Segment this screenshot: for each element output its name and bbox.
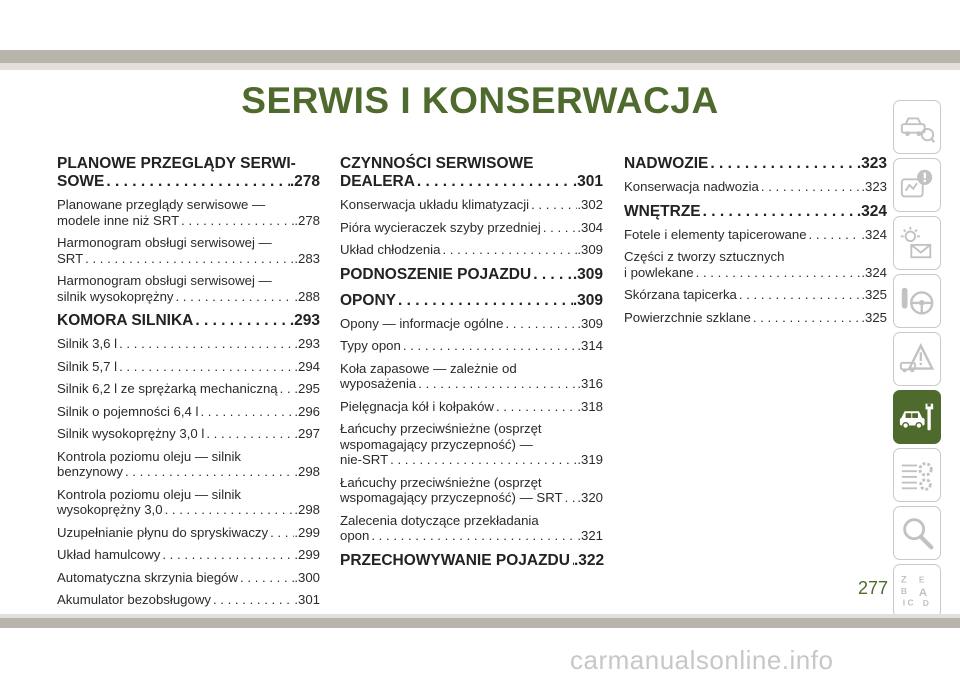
toc-heading[interactable] bbox=[624, 155, 887, 173]
toc-title: Konserwacja układu klimatyzacji bbox=[340, 197, 530, 212]
toc-title: Silnik 6,2 l ze sprężarką mechaniczną bbox=[57, 381, 278, 396]
page-ref: .283 bbox=[294, 250, 320, 266]
leader-dots bbox=[123, 464, 294, 480]
page-ref: .309 bbox=[572, 265, 603, 283]
page-ref: .298 bbox=[294, 502, 320, 517]
leader-dots bbox=[737, 287, 861, 303]
leader-dots bbox=[415, 173, 573, 191]
toc-entry[interactable] bbox=[57, 426, 320, 442]
toc-row bbox=[340, 452, 603, 468]
top-band-light bbox=[0, 63, 960, 70]
toc-row bbox=[340, 399, 603, 415]
toc-title: Silnik o pojemności 6,4 l bbox=[57, 403, 199, 419]
toc-row bbox=[624, 287, 887, 303]
toc-title: Silnik wysokoprężny 3,0 l bbox=[57, 426, 205, 441]
toc-row bbox=[624, 227, 887, 243]
toc-title: wspomagający przyczepność) — SRT bbox=[340, 490, 563, 505]
toc-title: opon bbox=[340, 528, 370, 543]
toc-row bbox=[340, 376, 603, 392]
toc-heading[interactable] bbox=[57, 312, 320, 330]
page-ref: .299 bbox=[294, 524, 320, 540]
page-ref: .301 bbox=[294, 592, 320, 607]
page-number: 277 bbox=[858, 578, 889, 598]
toc-title: DEALERA bbox=[340, 173, 415, 190]
page-ref: .295 bbox=[294, 381, 320, 396]
toc-row bbox=[57, 502, 320, 518]
tab-airbag[interactable] bbox=[893, 216, 941, 270]
page-ref: .314 bbox=[577, 338, 603, 353]
toc-heading[interactable] bbox=[57, 155, 320, 191]
toc-entry[interactable] bbox=[340, 220, 603, 236]
toc-text-line: Łańcuchy przeciwśnieżne (osprzęt bbox=[340, 421, 542, 436]
toc-title: benzynowy bbox=[57, 464, 123, 479]
chapter-tabs bbox=[893, 100, 941, 622]
page-ref: .322 bbox=[573, 551, 605, 569]
toc-entry[interactable] bbox=[57, 547, 320, 563]
toc-title: KOMORA SILNIKA bbox=[57, 312, 194, 329]
leader-dots bbox=[759, 179, 861, 195]
toc-title: silnik wysokoprężny bbox=[57, 288, 174, 304]
toc-row bbox=[624, 203, 887, 221]
leader-dots bbox=[163, 502, 295, 518]
toc-title: Pielęgnacja kół i kołpaków bbox=[340, 398, 494, 414]
toc-row bbox=[340, 197, 603, 213]
toc-entry[interactable] bbox=[57, 381, 320, 397]
toc-row bbox=[57, 426, 320, 442]
leader-dots bbox=[396, 292, 573, 310]
page-ref: .297 bbox=[294, 426, 320, 441]
leader-dots bbox=[701, 203, 857, 221]
toc-row bbox=[57, 570, 320, 586]
top-band bbox=[0, 50, 960, 63]
toc-heading[interactable] bbox=[340, 266, 603, 284]
toc-title: wysokoprężny 3,0 bbox=[57, 502, 163, 517]
toc-entry[interactable] bbox=[624, 249, 887, 280]
toc-column-1 bbox=[57, 155, 320, 615]
toc-entry[interactable] bbox=[340, 338, 603, 354]
leader-dots bbox=[494, 399, 577, 415]
search-icon bbox=[898, 514, 936, 552]
bottom-band bbox=[0, 618, 960, 628]
watermark: carmanualsonline.info bbox=[570, 645, 834, 675]
toc-row bbox=[340, 220, 603, 236]
leader-dots bbox=[531, 266, 573, 284]
page-ref: .318 bbox=[577, 398, 603, 414]
page-ref: .278 bbox=[294, 212, 320, 228]
toc-entry[interactable] bbox=[57, 449, 320, 480]
page-ref: .298 bbox=[294, 464, 320, 479]
toc-entry[interactable] bbox=[57, 235, 320, 266]
toc-title: PRZECHOWYWANIE POJAZDU bbox=[340, 551, 570, 569]
leader-dots bbox=[174, 289, 295, 305]
toc-entry[interactable] bbox=[57, 359, 320, 375]
toc-text-line: Planowane przeglądy serwisowe — bbox=[57, 197, 266, 212]
svg-text:E: E bbox=[918, 574, 925, 585]
leader-dots bbox=[268, 525, 294, 541]
toc-column-3 bbox=[624, 155, 887, 332]
toc-row bbox=[340, 292, 603, 310]
toc-row bbox=[57, 336, 320, 352]
toc-title: Automatyczna skrzynia biegów bbox=[57, 569, 239, 585]
page-ref: .323 bbox=[856, 155, 887, 172]
toc-title: Konserwacja nadwozia bbox=[624, 179, 759, 194]
toc-row bbox=[57, 525, 320, 541]
leader-dots bbox=[104, 173, 289, 191]
toc-row bbox=[340, 528, 603, 544]
toc-entry[interactable] bbox=[624, 310, 887, 326]
toc-row bbox=[57, 289, 320, 305]
toc-row bbox=[624, 155, 887, 173]
toc-row bbox=[340, 266, 603, 284]
page-ref: .293 bbox=[289, 312, 320, 329]
toc-entry[interactable] bbox=[57, 336, 320, 352]
toc-row bbox=[57, 464, 320, 480]
toc-title: Układ chłodzenia bbox=[340, 242, 441, 257]
toc-title: WNĘTRZE bbox=[624, 202, 701, 220]
toc-entry[interactable] bbox=[624, 287, 887, 303]
toc-entry[interactable] bbox=[340, 475, 603, 506]
toc-row bbox=[57, 312, 320, 330]
leader-dots bbox=[416, 376, 577, 392]
toc-entry[interactable] bbox=[340, 513, 603, 544]
car-service-icon bbox=[898, 398, 936, 436]
toc-title: Skórzana tapicerka bbox=[624, 287, 737, 302]
toc-text-line: wspomagający przyczepność) — bbox=[340, 436, 533, 452]
warning-lights-icon bbox=[898, 166, 936, 204]
toc-row bbox=[57, 173, 320, 191]
toc-heading[interactable] bbox=[340, 155, 603, 191]
toc-entry[interactable] bbox=[57, 570, 320, 586]
tab-steering[interactable] bbox=[893, 274, 941, 328]
tab-search[interactable] bbox=[893, 506, 941, 560]
leader-dots bbox=[563, 490, 578, 506]
toc-text-line: Łańcuchy przeciwśnieżne (osprzęt bbox=[340, 474, 542, 490]
svg-text:Z: Z bbox=[900, 574, 907, 586]
page-ref: .324 bbox=[861, 226, 887, 242]
alphabet-index-icon bbox=[898, 572, 936, 610]
leader-dots bbox=[198, 404, 294, 420]
toc-row bbox=[57, 592, 320, 608]
steering-wheel-icon bbox=[898, 282, 936, 320]
page-ref: .302 bbox=[577, 197, 603, 212]
toc-title: SRT bbox=[57, 250, 84, 266]
page-ref: .324 bbox=[856, 202, 887, 220]
toc-row bbox=[57, 359, 320, 375]
page-ref: .319 bbox=[577, 452, 603, 467]
toc-title: Układ hamulcowy bbox=[57, 547, 161, 562]
toc-row bbox=[57, 213, 320, 229]
toc-entry[interactable] bbox=[624, 179, 887, 195]
toc-entry[interactable] bbox=[340, 197, 603, 213]
toc-title: Akumulator bezobsługowy bbox=[57, 592, 211, 607]
page-ref: .321 bbox=[577, 528, 603, 543]
toc-entry[interactable] bbox=[340, 399, 603, 415]
svg-text:I C: I C bbox=[902, 597, 914, 608]
page-ref: .299 bbox=[294, 547, 320, 562]
leader-dots bbox=[83, 251, 294, 267]
page-ref: .323 bbox=[861, 179, 887, 194]
toc-entry[interactable] bbox=[57, 487, 320, 518]
toc-title: NADWOZIE bbox=[624, 155, 709, 172]
page-title: SERWIS I KONSERWACJA bbox=[241, 80, 719, 121]
leader-dots bbox=[541, 220, 578, 236]
toc-text-line: Kontrola poziomu oleju — silnik bbox=[57, 448, 241, 464]
leader-dots bbox=[160, 547, 294, 563]
toc-row bbox=[57, 547, 320, 563]
tab-warning-lights[interactable] bbox=[893, 158, 941, 212]
page-ref: .296 bbox=[294, 403, 320, 419]
toc-text-line: Harmonogram obsługi serwisowej — bbox=[57, 273, 272, 288]
toc-title: Powierzchnie szklane bbox=[624, 309, 751, 325]
toc-entry[interactable] bbox=[340, 316, 603, 332]
leader-dots bbox=[807, 227, 862, 243]
leader-dots bbox=[369, 528, 577, 544]
toc-entry[interactable] bbox=[57, 404, 320, 420]
leader-dots bbox=[503, 316, 577, 332]
toc-row bbox=[340, 490, 603, 506]
toc-row bbox=[340, 338, 603, 354]
toc-heading[interactable] bbox=[340, 552, 603, 570]
toc-title: i powlekane bbox=[624, 264, 694, 280]
toc-text-line: Części z tworzy sztucznych bbox=[624, 249, 785, 264]
toc-entry[interactable] bbox=[340, 421, 603, 468]
toc-entry[interactable] bbox=[57, 592, 320, 608]
leader-dots bbox=[117, 359, 294, 375]
leader-dots bbox=[694, 265, 862, 281]
page-ref: .304 bbox=[577, 219, 603, 235]
leader-dots bbox=[179, 213, 294, 229]
toc-title: Opony — informacje ogólne bbox=[340, 315, 504, 331]
toc-text-line: Kontrola poziomu oleju — silnik bbox=[57, 486, 241, 502]
leader-dots bbox=[751, 310, 862, 326]
page-ref: .293 bbox=[294, 336, 320, 351]
leader-dots bbox=[708, 155, 856, 173]
page-ref: .300 bbox=[294, 569, 320, 585]
toc-title: PODNOSZENIE POJAZDU bbox=[340, 265, 532, 283]
toc-text-line: Koła zapasowe — zależnie od bbox=[340, 360, 517, 376]
toc-title: Fotele i elementy tapicerowane bbox=[624, 226, 807, 242]
svg-text:D: D bbox=[922, 598, 929, 609]
toc-entry[interactable] bbox=[624, 227, 887, 243]
leader-dots bbox=[278, 381, 295, 397]
toc-text-line: Zalecenia dotyczące przekładania bbox=[340, 512, 539, 528]
toc-entry[interactable] bbox=[57, 197, 320, 228]
toc-title: nie-SRT bbox=[340, 452, 389, 467]
toc-title: wyposażenia bbox=[340, 376, 417, 391]
leader-dots bbox=[193, 312, 289, 330]
toc-row bbox=[340, 552, 603, 570]
tab-alphabet-index[interactable] bbox=[893, 564, 941, 618]
toc-row bbox=[624, 310, 887, 326]
airbag-icon bbox=[898, 224, 936, 262]
toc-row bbox=[624, 265, 887, 281]
tab-car-info[interactable] bbox=[893, 100, 941, 154]
toc-title: Silnik 5,7 l bbox=[57, 358, 118, 374]
svg-text:A: A bbox=[918, 586, 928, 599]
toc-entry[interactable] bbox=[340, 242, 603, 258]
toc-text-line: CZYNNOŚCI SERWISOWE bbox=[340, 155, 534, 172]
leader-dots bbox=[117, 336, 294, 352]
index-gear-icon bbox=[898, 456, 936, 494]
toc-row bbox=[624, 179, 887, 195]
toc-title: modele inne niż SRT bbox=[57, 212, 180, 228]
tab-index-gear[interactable] bbox=[893, 448, 941, 502]
leader-dots bbox=[529, 197, 577, 213]
toc-heading[interactable] bbox=[624, 203, 887, 221]
toc-title: Pióra wycieraczek szyby przedniej bbox=[340, 219, 541, 235]
page-ref: .288 bbox=[294, 288, 320, 304]
page-ref: .320 bbox=[577, 490, 603, 505]
tab-roadside[interactable] bbox=[893, 332, 941, 386]
toc-heading[interactable] bbox=[340, 292, 603, 310]
toc-row bbox=[57, 404, 320, 420]
leader-dots bbox=[204, 426, 294, 442]
page-ref: .325 bbox=[861, 309, 887, 325]
leader-dots bbox=[388, 452, 577, 468]
leader-dots bbox=[238, 570, 294, 586]
toc-title: SOWE bbox=[57, 173, 105, 190]
leader-dots bbox=[401, 338, 577, 354]
toc-title: Typy opon bbox=[340, 338, 401, 353]
page-ref: .278 bbox=[289, 173, 320, 190]
toc-title: OPONY bbox=[340, 291, 396, 309]
page-ref: .309 bbox=[572, 291, 603, 309]
toc-row bbox=[340, 242, 603, 258]
page-ref: .294 bbox=[294, 358, 320, 374]
toc-title: Uzupełnianie płynu do spryskiwaczy bbox=[57, 524, 269, 540]
toc-entry[interactable] bbox=[57, 525, 320, 541]
roadside-warning-icon bbox=[898, 340, 936, 378]
leader-dots bbox=[440, 242, 577, 258]
toc-row bbox=[57, 251, 320, 267]
toc-column-2 bbox=[340, 155, 603, 576]
page-ref: .325 bbox=[861, 287, 887, 302]
toc-row bbox=[57, 381, 320, 397]
toc-entry[interactable] bbox=[57, 273, 320, 304]
svg-text:B: B bbox=[900, 585, 908, 596]
toc-text-line: PLANOWE PRZEGLĄDY SERWI- bbox=[57, 155, 296, 172]
car-info-icon bbox=[898, 108, 936, 146]
toc-title: Silnik 3,6 l bbox=[57, 336, 118, 351]
page-ref: .309 bbox=[577, 315, 603, 331]
leader-dots bbox=[211, 592, 294, 608]
page-ref: .316 bbox=[577, 376, 603, 391]
toc-row bbox=[340, 173, 603, 191]
page-ref: .301 bbox=[572, 173, 603, 190]
page-ref: .324 bbox=[861, 264, 887, 280]
page-ref: .309 bbox=[577, 242, 603, 257]
toc-entry[interactable] bbox=[340, 361, 603, 392]
tab-service[interactable] bbox=[893, 390, 941, 444]
toc-text-line: Harmonogram obsługi serwisowej — bbox=[57, 235, 272, 250]
toc-row bbox=[340, 316, 603, 332]
